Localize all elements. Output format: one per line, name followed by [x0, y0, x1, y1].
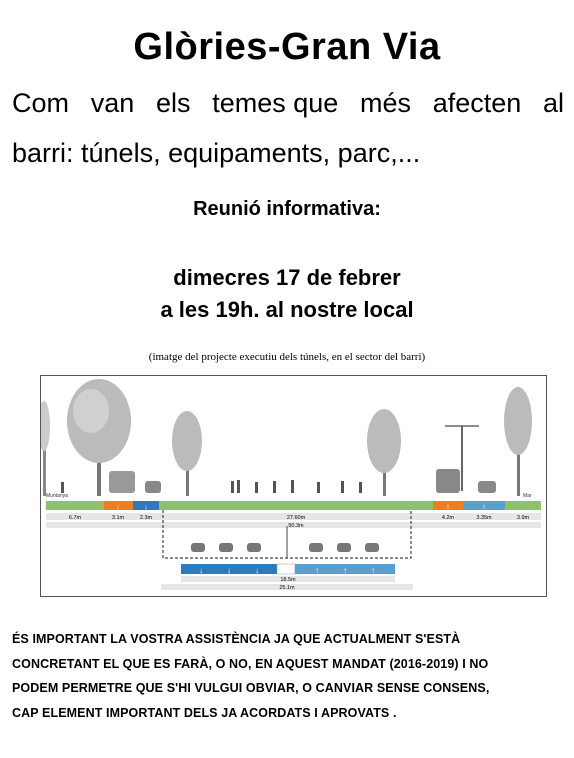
subtitle-line-2: barri: túnels, equipaments, parc,... — [12, 138, 421, 168]
lane-green — [46, 501, 104, 510]
date-line-1: dimecres 17 de febrer — [173, 265, 401, 290]
subtitle-word: van — [90, 88, 135, 118]
notice-line: CAP ELEMENT IMPORTANT DELS JA ACORDATS I APROVATS . — [12, 705, 397, 720]
measure-label: 4.2m — [441, 515, 455, 521]
subtitle-word: Com — [12, 88, 70, 118]
date-line-2: a les 19h. al nostre local — [160, 297, 414, 322]
subtitle-word: temes que — [212, 88, 339, 118]
measure-label: 27.60m — [286, 515, 306, 521]
notice-line: PODEM PERMETRE QUE S'HI VULGUI OBVIAR, O CANVIAR SENSE CONSENS, — [12, 681, 490, 695]
central-park-strip — [159, 501, 433, 510]
total-width-label: 50.3m — [288, 523, 304, 529]
notice-line: ÉS IMPORTANT LA VOSTRA ASSISTÈNCIA JA QUE ACTUALMENT S'ESTÀ — [12, 632, 461, 646]
arrow-up-icon: ↑ — [315, 566, 319, 575]
meeting-label: Reunió informativa: — [193, 198, 381, 220]
arrow-down-icon: ↓ — [255, 566, 259, 575]
tree-icon — [367, 409, 401, 496]
arrow-down-icon: ↓ — [227, 566, 231, 575]
measure-label: 6.7m — [68, 515, 82, 521]
cross-section-drawing — [41, 376, 546, 596]
subtitle-word: afecten — [432, 88, 522, 118]
measure-label: 3.35m — [476, 515, 492, 521]
tunnel-cross-section-figure — [40, 375, 547, 597]
measure-label: 3.9m — [516, 515, 530, 521]
notice-line: CONCRETANT EL QUE ES FARÀ, O NO, EN AQUEST MANDAT (2016-2019) I NO — [12, 656, 489, 671]
tree-icon — [172, 411, 202, 496]
car-icon — [478, 481, 496, 493]
figure-caption: (imatge del projecte executiu dels túnels, en el sector del barri) — [148, 351, 426, 363]
arrow-up-icon: ↑ — [343, 566, 347, 575]
left-side-label: Muntanya — [46, 493, 68, 499]
meeting-date — [0, 262, 574, 326]
subtitle-word: al — [542, 88, 564, 118]
poster-title: Glòries-Gran Via — [133, 26, 441, 68]
attendance-notice — [12, 627, 564, 725]
pedestrians-icon — [61, 480, 362, 493]
tunnel-width-label: 18.5m — [280, 577, 296, 583]
arrow-up-icon: ↑ — [446, 504, 450, 511]
subtitle-line-1 — [12, 90, 564, 117]
tram-icon — [436, 469, 460, 493]
tunnel-total-label: 25.1m — [279, 585, 295, 591]
measure-label: 2.3m — [139, 515, 153, 521]
tree-icon — [504, 387, 532, 496]
arrow-down-icon: ↓ — [144, 504, 148, 511]
subtitle-word: els — [155, 88, 191, 118]
tree-icon — [41, 401, 50, 496]
arrow-down-icon: ↓ — [116, 504, 120, 511]
bus-icon — [109, 471, 135, 493]
lane-green — [505, 501, 541, 510]
tunnel-cars-icon — [191, 543, 379, 552]
arrow-up-icon: ↑ — [371, 566, 375, 575]
right-side-label: Mar — [523, 493, 532, 499]
arrow-down-icon: ↓ — [199, 566, 203, 575]
arrow-up-icon: ↑ — [482, 504, 486, 511]
subtitle-word: més — [359, 88, 411, 118]
measure-label: 3.1m — [111, 515, 125, 521]
car-icon — [145, 481, 161, 493]
